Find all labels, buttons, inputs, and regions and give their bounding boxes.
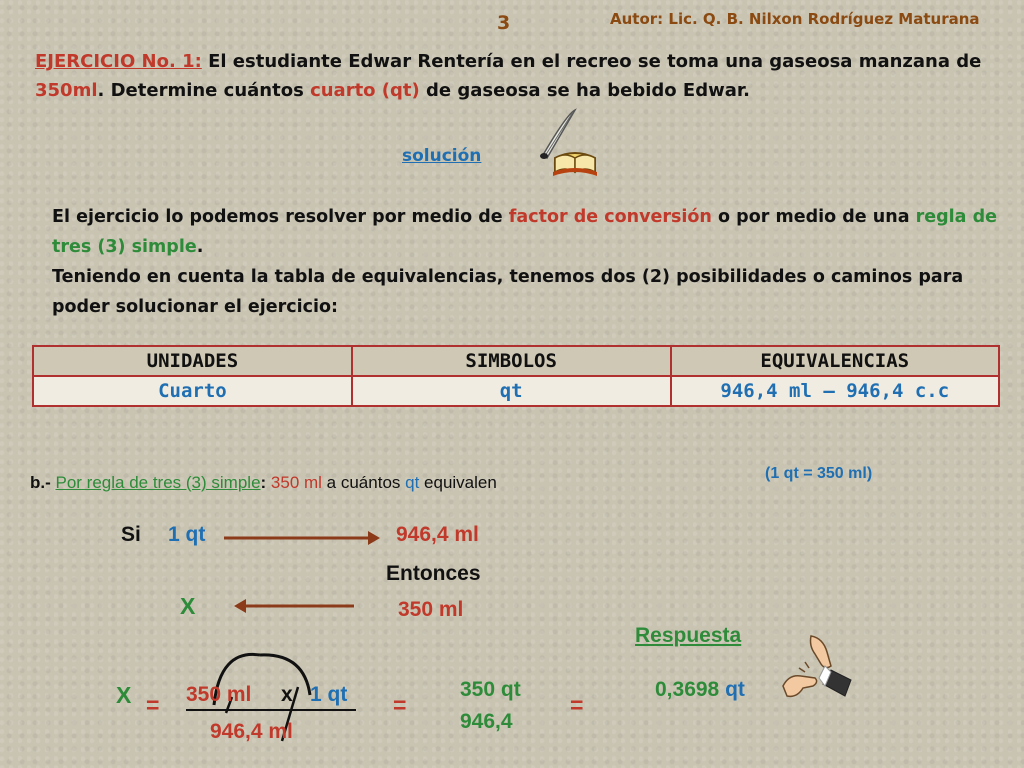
exercise-text: El estudiante Edwar Rentería en el recreo se toma una gaseosa manzana de bbox=[201, 51, 982, 72]
entonces-label: Entonces bbox=[386, 562, 481, 585]
fraction-bar bbox=[186, 709, 356, 711]
calc-result bbox=[655, 678, 745, 702]
calc-times: x bbox=[281, 683, 293, 706]
result-unit: qt bbox=[725, 678, 745, 701]
author-credit: Autor: Lic. Q. B. Nilxon Rodríguez Maturana bbox=[610, 10, 980, 28]
explanation bbox=[52, 202, 997, 322]
table-header: SIMBOLOS bbox=[352, 346, 671, 376]
method-colon: : bbox=[260, 473, 271, 492]
clapping-hands-icon bbox=[775, 628, 855, 708]
exercise-unit: cuarto (qt) bbox=[310, 80, 420, 101]
explanation-text: . bbox=[196, 237, 204, 257]
respuesta-label: Respuesta bbox=[635, 624, 742, 647]
calc-step-denominator: 946,4 bbox=[460, 710, 513, 733]
quill-book-icon bbox=[535, 100, 615, 180]
explanation-paragraph-2: Teniendo en cuenta la tabla de equivalencias, tenemos dos (2) posibilidades o caminos para poder solucionar el ejercicio: bbox=[52, 267, 964, 317]
table-cell: Cuarto bbox=[33, 376, 352, 406]
table-header: EQUIVALENCIAS bbox=[671, 346, 999, 376]
ml-350-value: 350 ml bbox=[398, 598, 464, 621]
equivalence-table bbox=[32, 345, 1000, 407]
table-cell: 946,4 ml – 946,4 c.c bbox=[671, 376, 999, 406]
solution-label: solución bbox=[402, 146, 482, 166]
explanation-text: o por medio de una bbox=[711, 207, 916, 227]
method-line bbox=[30, 473, 497, 493]
calc-denominator: 946,4 ml bbox=[210, 720, 293, 743]
calc-numerator-b: 1 qt bbox=[310, 683, 348, 706]
explanation-text: El ejercicio lo podemos resolver por medio de bbox=[52, 207, 509, 227]
slide-number: 3 bbox=[497, 12, 511, 34]
table-row bbox=[33, 376, 999, 406]
exercise-amount: 350ml bbox=[35, 80, 98, 101]
method-suffix: equivalen bbox=[419, 473, 497, 492]
method-unit: qt bbox=[405, 473, 420, 492]
arrow-right-icon bbox=[222, 528, 382, 548]
calc-equals-2: = bbox=[393, 692, 407, 718]
result-value: 0,3698 bbox=[655, 678, 720, 701]
calc-x: X bbox=[116, 682, 132, 708]
table-header: UNIDADES bbox=[33, 346, 352, 376]
table-header-row bbox=[33, 346, 999, 376]
exercise-text: . Determine cuántos bbox=[97, 80, 311, 101]
calc-step-numerator: 350 qt bbox=[460, 678, 521, 701]
method-prefix: b.- bbox=[30, 473, 56, 492]
exercise-text: de gaseosa se ha bebido Edwar. bbox=[419, 80, 751, 101]
method-amount: 350 ml bbox=[270, 473, 322, 492]
rule-of-three-text: regla de tres (3) simple bbox=[52, 207, 997, 257]
calc-numerator-a: 350 ml bbox=[186, 683, 252, 706]
table-cell: qt bbox=[352, 376, 671, 406]
explanation-paragraph-1 bbox=[52, 202, 997, 262]
arrow-left-icon bbox=[232, 596, 356, 616]
method-title: Por regla de tres (3) simple bbox=[55, 473, 261, 492]
si-label: Si bbox=[121, 523, 141, 546]
ml-946-value: 946,4 ml bbox=[396, 523, 479, 546]
conversion-factor-text: factor de conversión bbox=[508, 207, 712, 227]
one-qt-value: 1 qt bbox=[168, 523, 206, 546]
x-unknown: X bbox=[180, 593, 196, 619]
method-note: (1 qt = 350 ml) bbox=[765, 465, 873, 482]
exercise-label: EJERCICIO No. 1: bbox=[35, 51, 202, 72]
method-text: a cuántos bbox=[321, 473, 406, 492]
calc-equals-1: = bbox=[146, 692, 160, 718]
exercise-statement bbox=[35, 47, 995, 105]
calc-equals-3: = bbox=[570, 692, 584, 718]
